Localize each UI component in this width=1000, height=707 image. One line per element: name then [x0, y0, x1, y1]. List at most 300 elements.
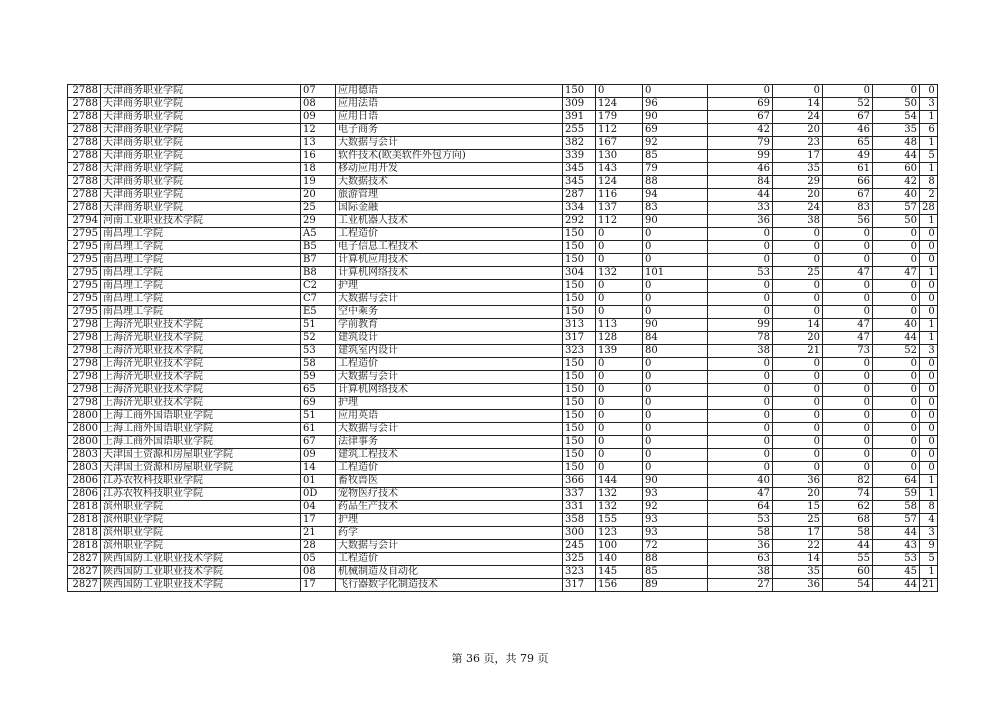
cell-score-d: 14	[773, 553, 823, 566]
page-footer: 第 36 页，共 79 页	[451, 652, 549, 665]
cell-major-name: 工业机器人技术	[336, 215, 563, 228]
table-row	[68, 150, 938, 163]
cell-plan: 150	[563, 384, 596, 397]
cell-score-b: 69	[643, 124, 708, 137]
cell-score-c: 0	[708, 293, 773, 306]
cell-score-a: 128	[596, 332, 643, 345]
table-row	[68, 163, 938, 176]
cell-score-a: 0	[596, 462, 643, 475]
cell-school-code: 2806	[68, 475, 101, 488]
cell-major-name: 电子商务	[336, 124, 563, 137]
cell-score-e: 62	[823, 501, 873, 514]
cell-school-code: 2800	[68, 436, 101, 449]
cell-plan: 317	[563, 579, 596, 592]
cell-score-f: 0	[873, 85, 920, 98]
cell-score-a: 139	[596, 345, 643, 358]
cell-plan: 150	[563, 241, 596, 254]
cell-score-e: 54	[823, 579, 873, 592]
cell-score-a: 0	[596, 254, 643, 267]
cell-score-b: 101	[643, 267, 708, 280]
cell-score-g: 4	[920, 514, 938, 527]
cell-score-b: 89	[643, 579, 708, 592]
cell-plan: 337	[563, 488, 596, 501]
cell-score-a: 132	[596, 501, 643, 514]
cell-major-name: 大数据与会计	[336, 137, 563, 150]
cell-plan: 150	[563, 293, 596, 306]
cell-school-name: 天津商务职业学院	[101, 150, 301, 163]
cell-score-c: 40	[708, 475, 773, 488]
cell-score-b: 0	[643, 241, 708, 254]
cell-score-f: 44	[873, 150, 920, 163]
cell-score-e: 55	[823, 553, 873, 566]
cell-score-d: 0	[773, 358, 823, 371]
cell-score-d: 35	[773, 566, 823, 579]
cell-school-name: 滨州职业学院	[101, 514, 301, 527]
cell-score-c: 53	[708, 514, 773, 527]
cell-score-d: 0	[773, 241, 823, 254]
cell-plan: 292	[563, 215, 596, 228]
cell-score-d: 17	[773, 150, 823, 163]
table-row	[68, 267, 938, 280]
cell-score-f: 40	[873, 189, 920, 202]
cell-school-name: 上海济光职业技术学院	[101, 319, 301, 332]
cell-school-name: 上海济光职业技术学院	[101, 397, 301, 410]
table-row	[68, 345, 938, 358]
cell-score-d: 22	[773, 540, 823, 553]
table-row	[68, 566, 938, 579]
cell-score-c: 44	[708, 189, 773, 202]
cell-plan: 150	[563, 358, 596, 371]
cell-school-code: 2795	[68, 241, 101, 254]
cell-score-a: 0	[596, 280, 643, 293]
cell-major-code: 13	[301, 137, 336, 150]
cell-score-a: 113	[596, 319, 643, 332]
cell-school-name: 天津商务职业学院	[101, 111, 301, 124]
cell-major-code: E5	[301, 306, 336, 319]
cell-score-a: 0	[596, 384, 643, 397]
cell-score-d: 25	[773, 514, 823, 527]
cell-score-d: 38	[773, 215, 823, 228]
cell-school-name: 南昌理工学院	[101, 228, 301, 241]
cell-score-a: 124	[596, 176, 643, 189]
cell-score-e: 73	[823, 345, 873, 358]
cell-school-code: 2795	[68, 254, 101, 267]
cell-score-c: 38	[708, 566, 773, 579]
cell-school-code: 2818	[68, 514, 101, 527]
cell-score-f: 59	[873, 488, 920, 501]
cell-score-e: 0	[823, 449, 873, 462]
cell-major-code: 69	[301, 397, 336, 410]
cell-score-c: 0	[708, 436, 773, 449]
cell-major-code: B5	[301, 241, 336, 254]
cell-major-code: 51	[301, 410, 336, 423]
cell-major-code: 01	[301, 475, 336, 488]
table-row	[68, 462, 938, 475]
table-row	[68, 293, 938, 306]
cell-plan: 150	[563, 397, 596, 410]
cell-school-code: 2798	[68, 319, 101, 332]
cell-major-code: 29	[301, 215, 336, 228]
cell-major-name: 护理	[336, 280, 563, 293]
cell-score-b: 90	[643, 111, 708, 124]
table-row	[68, 358, 938, 371]
cell-score-g: 8	[920, 501, 938, 514]
cell-score-b: 92	[643, 501, 708, 514]
cell-score-g: 0	[920, 280, 938, 293]
table-row	[68, 553, 938, 566]
cell-school-code: 2818	[68, 527, 101, 540]
cell-school-code: 2827	[68, 566, 101, 579]
cell-major-name: 机械制造及自动化	[336, 566, 563, 579]
cell-score-a: 144	[596, 475, 643, 488]
cell-school-name: 上海济光职业技术学院	[101, 332, 301, 345]
cell-score-g: 6	[920, 124, 938, 137]
cell-major-name: 工程造价	[336, 358, 563, 371]
cell-score-g: 0	[920, 85, 938, 98]
cell-score-d: 0	[773, 254, 823, 267]
cell-school-code: 2800	[68, 410, 101, 423]
cell-school-code: 2788	[68, 124, 101, 137]
cell-score-f: 48	[873, 137, 920, 150]
cell-plan: 300	[563, 527, 596, 540]
cell-score-f: 53	[873, 553, 920, 566]
cell-school-code: 2818	[68, 540, 101, 553]
cell-plan: 150	[563, 306, 596, 319]
cell-score-a: 0	[596, 449, 643, 462]
cell-score-c: 0	[708, 423, 773, 436]
cell-score-g: 0	[920, 397, 938, 410]
table-row	[68, 137, 938, 150]
cell-plan: 323	[563, 345, 596, 358]
table-row	[68, 475, 938, 488]
cell-score-b: 79	[643, 163, 708, 176]
table-row	[68, 384, 938, 397]
cell-score-c: 0	[708, 397, 773, 410]
cell-major-name: 计算机网络技术	[336, 384, 563, 397]
cell-score-f: 0	[873, 462, 920, 475]
cell-score-d: 0	[773, 410, 823, 423]
cell-score-f: 50	[873, 98, 920, 111]
cell-score-g: 0	[920, 384, 938, 397]
cell-major-code: 58	[301, 358, 336, 371]
cell-score-c: 47	[708, 488, 773, 501]
cell-plan: 345	[563, 163, 596, 176]
cell-school-name: 上海济光职业技术学院	[101, 345, 301, 358]
cell-score-f: 0	[873, 241, 920, 254]
cell-score-d: 0	[773, 85, 823, 98]
cell-score-d: 0	[773, 436, 823, 449]
table-row	[68, 540, 938, 553]
cell-major-name: 学前教育	[336, 319, 563, 332]
cell-score-g: 5	[920, 150, 938, 163]
cell-school-name: 南昌理工学院	[101, 280, 301, 293]
table-row	[68, 319, 938, 332]
cell-score-f: 43	[873, 540, 920, 553]
cell-score-c: 0	[708, 254, 773, 267]
cell-major-name: 建筑工程技术	[336, 449, 563, 462]
cell-score-e: 61	[823, 163, 873, 176]
cell-school-name: 天津商务职业学院	[101, 85, 301, 98]
cell-score-g: 0	[920, 410, 938, 423]
cell-score-c: 42	[708, 124, 773, 137]
cell-score-g: 2	[920, 189, 938, 202]
cell-major-code: 08	[301, 98, 336, 111]
cell-score-g: 0	[920, 293, 938, 306]
cell-score-f: 0	[873, 449, 920, 462]
cell-major-code: 05	[301, 553, 336, 566]
cell-school-code: 2795	[68, 293, 101, 306]
cell-school-code: 2798	[68, 397, 101, 410]
cell-major-code: C7	[301, 293, 336, 306]
cell-score-d: 29	[773, 176, 823, 189]
cell-school-name: 滨州职业学院	[101, 540, 301, 553]
cell-major-name: 大数据技术	[336, 176, 563, 189]
cell-plan: 358	[563, 514, 596, 527]
cell-plan: 150	[563, 85, 596, 98]
cell-score-a: 0	[596, 397, 643, 410]
cell-school-code: 2795	[68, 267, 101, 280]
cell-score-d: 24	[773, 202, 823, 215]
cell-major-code: 17	[301, 514, 336, 527]
cell-score-g: 0	[920, 241, 938, 254]
cell-score-b: 85	[643, 150, 708, 163]
cell-score-b: 93	[643, 514, 708, 527]
cell-score-g: 0	[920, 436, 938, 449]
cell-major-code: 20	[301, 189, 336, 202]
cell-score-g: 3	[920, 527, 938, 540]
cell-score-b: 88	[643, 553, 708, 566]
cell-major-name: 应用法语	[336, 98, 563, 111]
cell-school-name: 上海济光职业技术学院	[101, 384, 301, 397]
cell-score-e: 0	[823, 397, 873, 410]
cell-score-a: 132	[596, 267, 643, 280]
cell-score-e: 0	[823, 410, 873, 423]
cell-school-name: 滨州职业学院	[101, 527, 301, 540]
table-row	[68, 436, 938, 449]
cell-school-code: 2798	[68, 332, 101, 345]
cell-score-a: 179	[596, 111, 643, 124]
cell-school-name: 陕西国防工业职业技术学院	[101, 566, 301, 579]
table-row	[68, 111, 938, 124]
table-row	[68, 254, 938, 267]
cell-plan: 366	[563, 475, 596, 488]
cell-score-f: 0	[873, 280, 920, 293]
cell-score-c: 33	[708, 202, 773, 215]
cell-major-code: C2	[301, 280, 336, 293]
table-row	[68, 332, 938, 345]
cell-score-b: 93	[643, 527, 708, 540]
cell-score-a: 123	[596, 527, 643, 540]
cell-score-e: 0	[823, 85, 873, 98]
cell-score-f: 45	[873, 566, 920, 579]
cell-major-code: 17	[301, 579, 336, 592]
cell-score-f: 0	[873, 410, 920, 423]
cell-score-c: 84	[708, 176, 773, 189]
cell-score-a: 0	[596, 410, 643, 423]
cell-score-d: 20	[773, 488, 823, 501]
cell-score-d: 0	[773, 293, 823, 306]
cell-major-code: A5	[301, 228, 336, 241]
cell-score-d: 0	[773, 228, 823, 241]
cell-school-name: 上海济光职业技术学院	[101, 358, 301, 371]
cell-score-e: 44	[823, 540, 873, 553]
cell-score-d: 0	[773, 397, 823, 410]
table-body	[68, 85, 938, 592]
cell-score-b: 0	[643, 293, 708, 306]
cell-score-c: 99	[708, 319, 773, 332]
cell-score-a: 145	[596, 566, 643, 579]
cell-score-e: 0	[823, 293, 873, 306]
cell-score-g: 0	[920, 423, 938, 436]
cell-major-name: 移动应用开发	[336, 163, 563, 176]
cell-score-a: 132	[596, 488, 643, 501]
cell-score-d: 35	[773, 163, 823, 176]
cell-school-name: 南昌理工学院	[101, 293, 301, 306]
cell-major-name: 大数据与会计	[336, 371, 563, 384]
cell-score-g: 3	[920, 98, 938, 111]
cell-score-f: 0	[873, 293, 920, 306]
cell-school-name: 上海工商外国语职业学院	[101, 410, 301, 423]
cell-score-d: 0	[773, 449, 823, 462]
cell-major-name: 电子信息工程技术	[336, 241, 563, 254]
cell-score-e: 46	[823, 124, 873, 137]
cell-score-b: 84	[643, 332, 708, 345]
cell-major-name: 国际金融	[336, 202, 563, 215]
cell-score-a: 0	[596, 306, 643, 319]
cell-score-b: 0	[643, 436, 708, 449]
cell-score-b: 88	[643, 176, 708, 189]
cell-major-name: 畜牧兽医	[336, 475, 563, 488]
cell-score-g: 0	[920, 306, 938, 319]
cell-major-code: 09	[301, 111, 336, 124]
table-row	[68, 189, 938, 202]
cell-score-f: 44	[873, 579, 920, 592]
cell-score-c: 0	[708, 85, 773, 98]
cell-score-e: 67	[823, 111, 873, 124]
cell-score-f: 0	[873, 397, 920, 410]
cell-major-name: 建筑室内设计	[336, 345, 563, 358]
cell-major-name: 工程造价	[336, 228, 563, 241]
cell-major-name: 空中乘务	[336, 306, 563, 319]
cell-score-c: 0	[708, 384, 773, 397]
cell-plan: 150	[563, 371, 596, 384]
cell-score-a: 0	[596, 436, 643, 449]
cell-score-g: 1	[920, 111, 938, 124]
cell-score-g: 1	[920, 488, 938, 501]
cell-score-e: 83	[823, 202, 873, 215]
cell-score-c: 79	[708, 137, 773, 150]
cell-major-code: 04	[301, 501, 336, 514]
cell-plan: 331	[563, 501, 596, 514]
table-row	[68, 124, 938, 137]
cell-plan: 317	[563, 332, 596, 345]
cell-major-name: 建筑设计	[336, 332, 563, 345]
cell-major-code: 08	[301, 566, 336, 579]
cell-score-c: 0	[708, 280, 773, 293]
cell-score-f: 44	[873, 527, 920, 540]
cell-score-e: 67	[823, 189, 873, 202]
cell-major-code: 25	[301, 202, 336, 215]
cell-score-b: 72	[643, 540, 708, 553]
cell-score-g: 1	[920, 319, 938, 332]
cell-score-d: 15	[773, 501, 823, 514]
cell-school-name: 天津商务职业学院	[101, 202, 301, 215]
cell-score-b: 0	[643, 410, 708, 423]
cell-score-g: 1	[920, 332, 938, 345]
cell-score-e: 0	[823, 436, 873, 449]
cell-score-a: 0	[596, 85, 643, 98]
cell-score-a: 156	[596, 579, 643, 592]
cell-score-e: 0	[823, 306, 873, 319]
cell-score-e: 0	[823, 423, 873, 436]
cell-score-g: 9	[920, 540, 938, 553]
table-row	[68, 306, 938, 319]
cell-score-a: 116	[596, 189, 643, 202]
cell-school-code: 2788	[68, 85, 101, 98]
cell-plan: 245	[563, 540, 596, 553]
cell-score-g: 1	[920, 163, 938, 176]
cell-score-b: 85	[643, 566, 708, 579]
cell-score-c: 69	[708, 98, 773, 111]
cell-plan: 309	[563, 98, 596, 111]
cell-major-code: 14	[301, 462, 336, 475]
cell-school-name: 天津商务职业学院	[101, 124, 301, 137]
cell-score-g: 8	[920, 176, 938, 189]
cell-major-name: 大数据与会计	[336, 540, 563, 553]
cell-school-code: 2827	[68, 579, 101, 592]
cell-score-e: 0	[823, 358, 873, 371]
cell-score-d: 17	[773, 527, 823, 540]
cell-plan: 150	[563, 423, 596, 436]
cell-score-g: 1	[920, 475, 938, 488]
cell-score-b: 90	[643, 475, 708, 488]
cell-score-e: 60	[823, 566, 873, 579]
cell-score-a: 0	[596, 241, 643, 254]
cell-plan: 339	[563, 150, 596, 163]
cell-score-g: 0	[920, 449, 938, 462]
table-row	[68, 488, 938, 501]
cell-major-code: 21	[301, 527, 336, 540]
cell-score-c: 27	[708, 579, 773, 592]
table-row	[68, 176, 938, 189]
cell-major-name: 工程造价	[336, 553, 563, 566]
table-row	[68, 215, 938, 228]
cell-score-d: 20	[773, 124, 823, 137]
cell-score-b: 0	[643, 384, 708, 397]
cell-score-b: 0	[643, 397, 708, 410]
cell-score-e: 65	[823, 137, 873, 150]
cell-major-name: 药品生产技术	[336, 501, 563, 514]
table-row	[68, 449, 938, 462]
cell-school-name: 陕西国防工业职业技术学院	[101, 579, 301, 592]
cell-score-e: 52	[823, 98, 873, 111]
cell-major-code: 61	[301, 423, 336, 436]
table-row	[68, 98, 938, 111]
cell-score-f: 0	[873, 436, 920, 449]
cell-major-name: 宠物医疗技术	[336, 488, 563, 501]
cell-score-e: 0	[823, 241, 873, 254]
cell-score-b: 90	[643, 215, 708, 228]
admission-score-table	[67, 84, 938, 592]
cell-score-g: 1	[920, 137, 938, 150]
cell-score-g: 1	[920, 267, 938, 280]
cell-score-a: 130	[596, 150, 643, 163]
cell-score-a: 140	[596, 553, 643, 566]
cell-school-code: 2818	[68, 501, 101, 514]
cell-score-g: 0	[920, 358, 938, 371]
cell-major-code: 19	[301, 176, 336, 189]
cell-score-e: 0	[823, 462, 873, 475]
